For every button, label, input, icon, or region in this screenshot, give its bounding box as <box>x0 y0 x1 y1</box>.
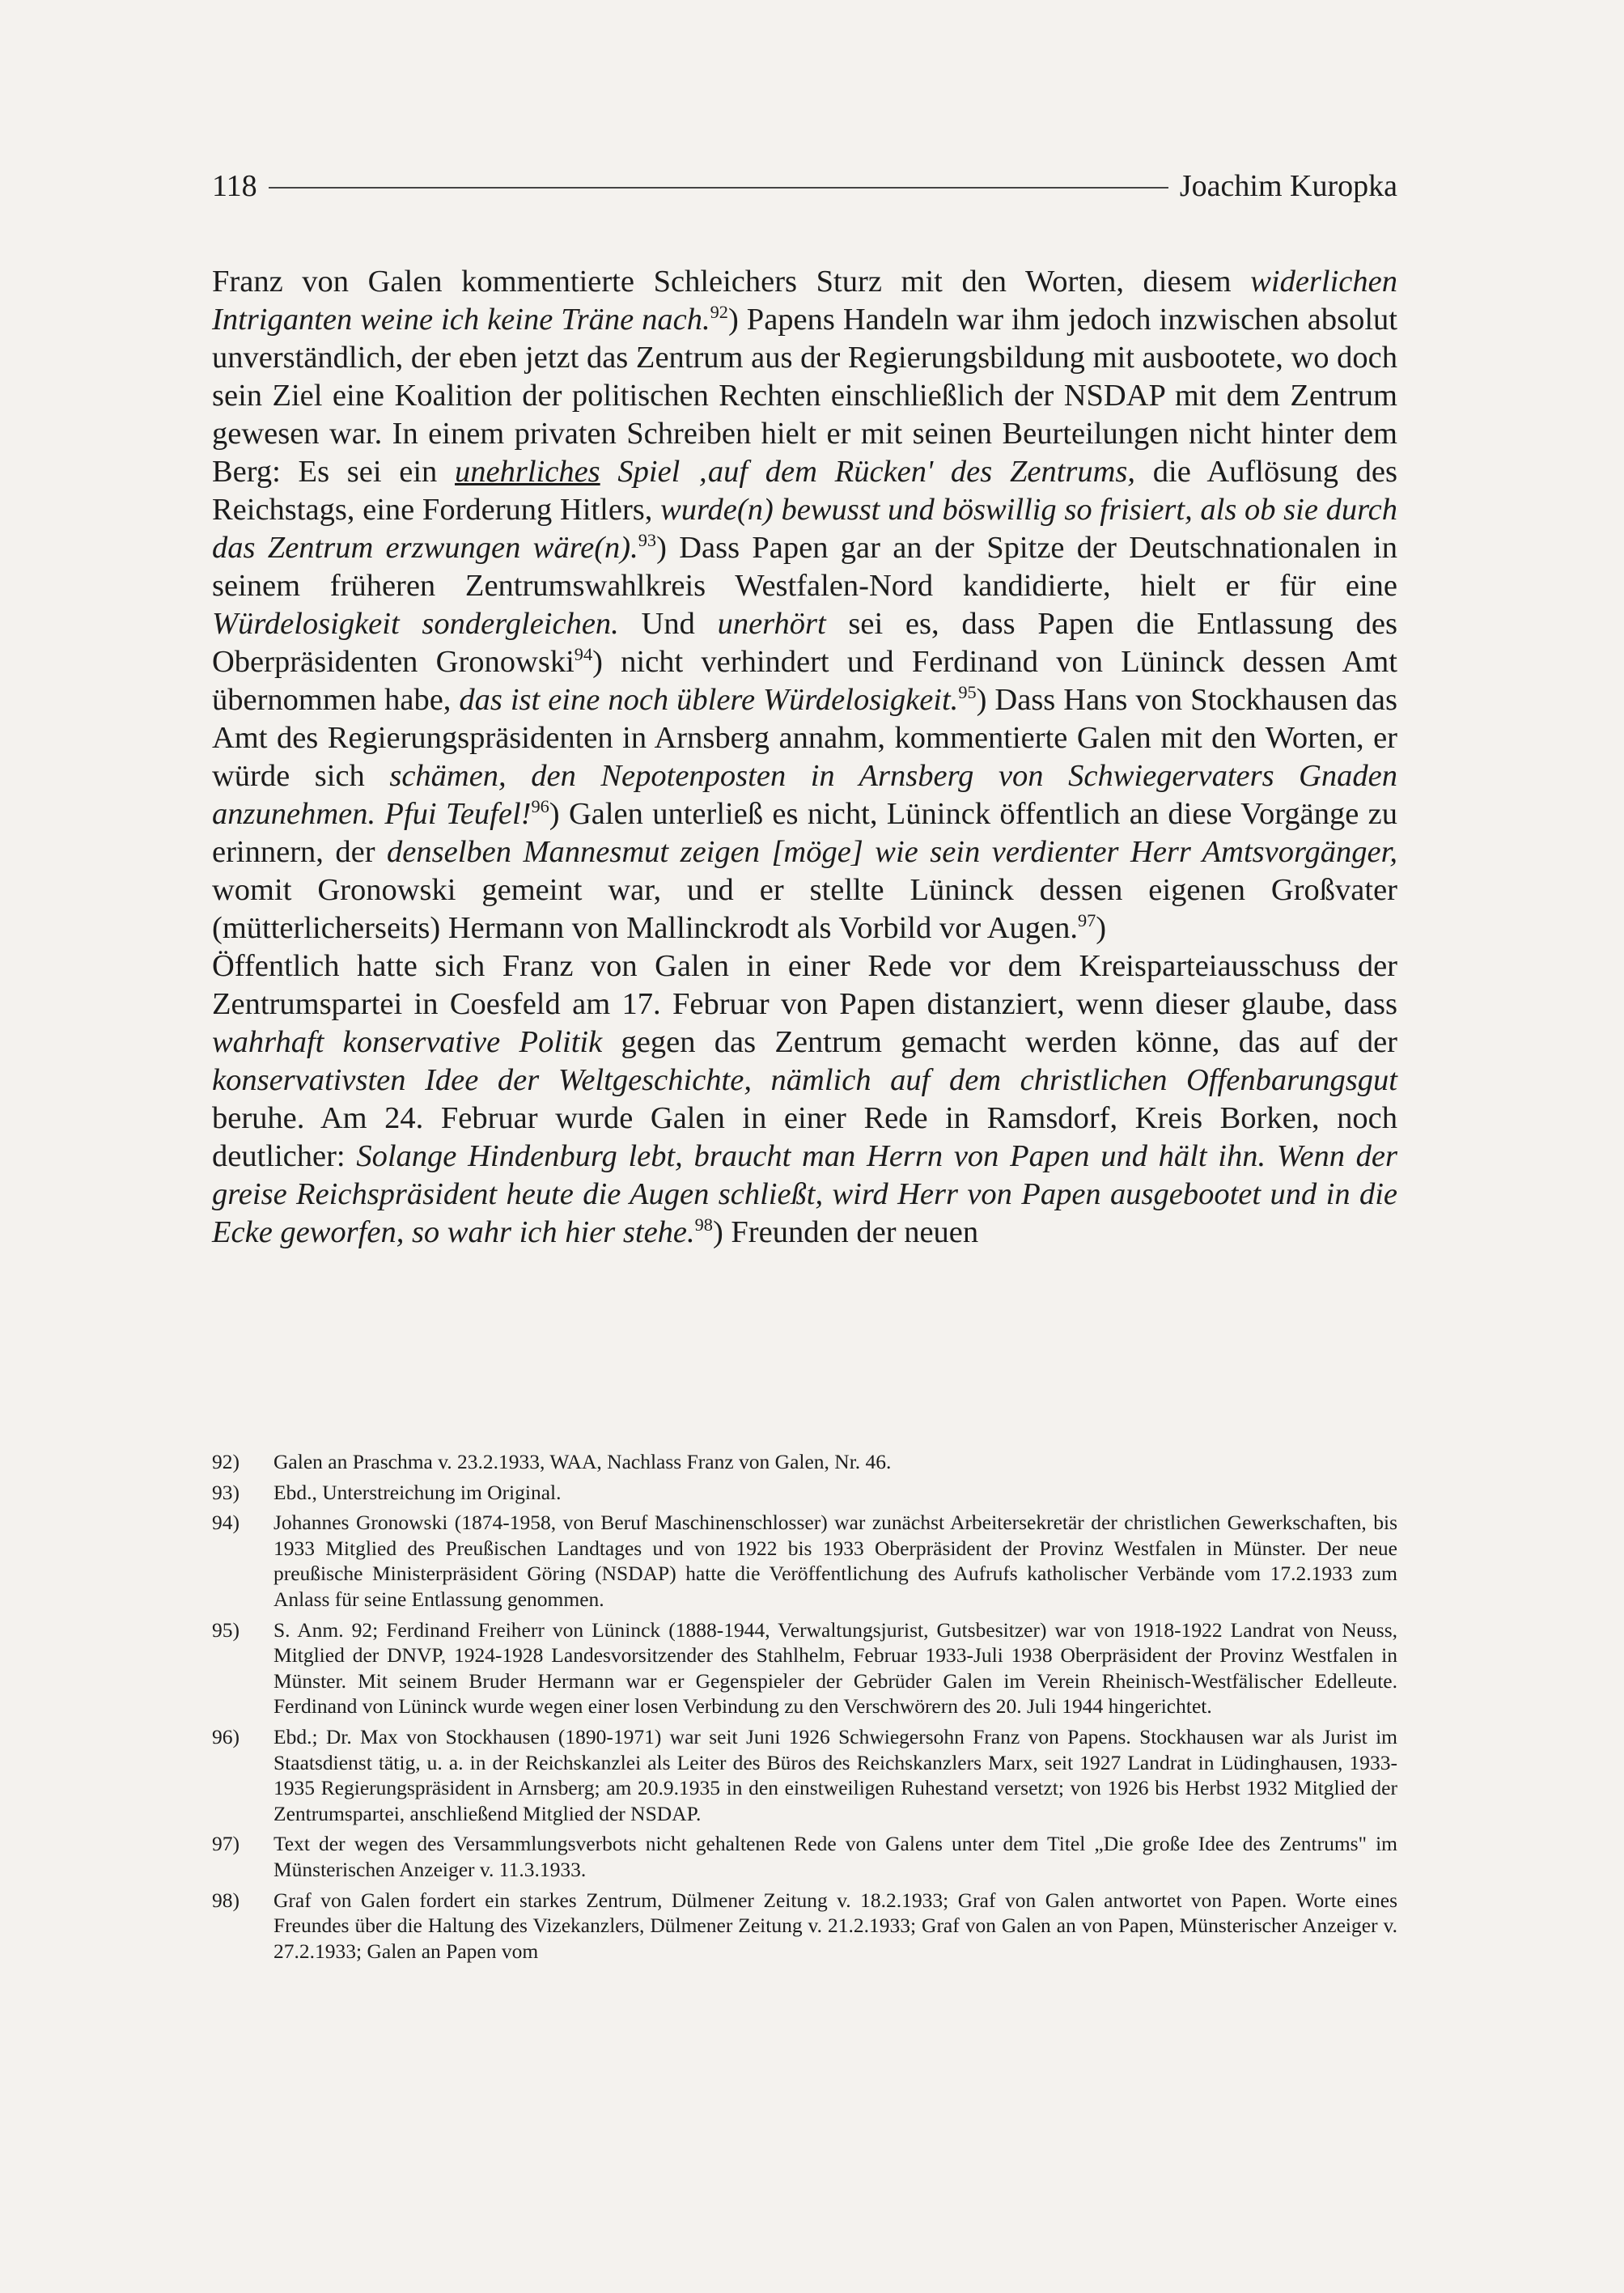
italic-quote: unehrliches <box>455 455 600 489</box>
footnote-text: Ebd.; Dr. Max von Stockhausen (1890-1971) war seit Juni 1926 Schwiegersohn Franz von Papens. Stockhausen war als Jurist im Staatsdienst tätig, u. a. in der Reichskanzlei als Leiter des Büros des Reichskanzlers Marx, seit 1927 Landrat in Lüdinghausen, 1933-1935 Regierungspräsident in Arnsberg; am 20.9.1935 in den einstweiligen Ruhestand versetzt; von 1926 bis Herbst 1932 Mitglied der Zentrumspartei, anschließend Mitglied der NSDAP. <box>273 1724 1397 1825</box>
footnote-text: S. Anm. 92; Ferdinand Freiherr von Lüninck (1888-1944, Verwaltungsjurist, Gutsbesitzer) war von 1918-1922 Landrat von Neuss, Mitglied der DNVP, 1924-1928 Landesvorsitzender des Stahlhelm, Februar 1933-Juli 1938 Oberpräsident der Provinz Westfalen in Münster. Mit seinem Bruder Hermann war er Gegenspieler der Gebrüder Galen im Verein Rheinisch-Westfälischer Edelleute. Ferdinand von Lüninck wurde wegen einer losen Verbindung zu den Verschwörern des 20. Juli 1944 hingerichtet. <box>273 1617 1397 1719</box>
italic-quote: wahrhaft konservative Politik <box>212 1025 603 1059</box>
italic-quote: wurde(n) bewusst und böswillig so frisiert, als ob sie durch das Zentrum erzwungen wäre(n). <box>212 493 1398 565</box>
text-run: beruhe. Am 24. Februar wurde Galen in einer Rede in Ramsdorf, Kreis Borken, noch deutlicher: <box>212 1101 1397 1173</box>
footnote-text: Ebd., Unterstreichung im Original. <box>273 1480 562 1504</box>
footnote-ref: 98 <box>694 1214 713 1236</box>
italic-quote: konservativsten Idee der Weltgeschichte, nämlich auf dem christlichen Offenbarungsgut <box>212 1063 1397 1097</box>
footnote-number: 95) <box>212 1617 240 1642</box>
text-run: sei es, dass Papen die Entlassung des Oberpräsidenten Gronowski <box>212 607 1397 679</box>
header-rule <box>269 187 1168 189</box>
text-run: ) Freunden der neuen <box>712 1215 979 1249</box>
text-run: Öffentlich hatte sich Franz von Galen in einer Rede vor dem Kreisparteiausschuss der Zentrumspartei in Coesfeld am 17. Februar von Papen distanziert, wenn dieser glaube, dass <box>212 949 1397 1021</box>
footnote-ref: 95 <box>958 682 977 703</box>
footnote-number: 93) <box>212 1480 240 1504</box>
text-run: ) <box>1096 911 1107 945</box>
text-run: die Auflösung des Reichstags, eine Forderung Hitlers, <box>212 455 1397 527</box>
footnote-number: 97) <box>212 1832 240 1856</box>
italic-quote: schämen, den Nepotenposten in Arnsberg von Schwiegervaters Gnaden anzunehmen. Pfui Teufel! <box>212 759 1398 831</box>
footnote <box>212 1449 1397 1475</box>
footnote-ref: 97 <box>1077 910 1096 931</box>
footnote <box>212 1724 1397 1826</box>
running-header <box>212 162 1397 210</box>
text-run: ) nicht verhindert und Ferdinand von Lüninck dessen Amt übernommen habe, <box>212 645 1397 717</box>
text-run: Franz von Galen kommentierte Schleichers Sturz mit den Worten, diesem <box>212 265 1251 299</box>
italic-quote: Würdelosigkeit sondergleichen. <box>212 607 619 641</box>
footnote <box>212 1480 1397 1506</box>
footnote-ref: 96 <box>531 796 549 817</box>
footnote <box>212 1510 1397 1612</box>
italic-quote: Solange Hindenburg lebt, braucht man Herrn von Papen und hält ihn. Wenn der greise Reichspräsident heute die Augen schließt, wird Herr von Papen ausgebootet und in die Ecke geworfen, so wahr ich hier stehe. <box>212 1139 1397 1249</box>
running-head-author: Joachim Kuropka <box>1179 169 1397 203</box>
footnote-text: Galen an Praschma v. 23.2.1933, WAA, Nachlass Franz von Galen, Nr. 46. <box>273 1450 892 1473</box>
text-run: ) Papens Handeln war ihm jedoch inzwischen absolut unverständlich, der eben jetzt das Zentrum aus der Regierungsbildung mit ausbootete, wo doch sein Ziel eine Koalition der politischen Rechten einschließlich der NSDAP mit dem Zentrum gewesen war. In einem privaten Schreiben hielt er mit seinen Beurteilungen nicht hinter dem Berg: Es sei ein <box>212 303 1397 489</box>
italic-quote: denselben Mannesmut zeigen [möge] wie sein verdienter Herr Amtsvorgänger, <box>387 835 1397 869</box>
footnote-text: Graf von Galen fordert ein starkes Zentrum, Dülmener Zeitung v. 18.2.1933; Graf von Galen antwortet von Papen. Worte eines Freundes über die Haltung des Vizekanzlers, Dülmener Zeitung v. 21.2.1933; Graf von Galen an von Papen, Münsterischer Anzeiger v. 27.2.1933; Galen an Papen vom <box>273 1888 1397 1963</box>
footnote-text: Text der wegen des Versammlungsverbots nicht gehaltenen Rede von Galens unter dem Titel „Die große Idee des Zentrums" im Münsterischen Anzeiger v. 11.3.1933. <box>273 1832 1397 1881</box>
text-run: ) Dass Papen gar an der Spitze der Deutschnationalen in seinem früheren Zentrumswahlkreis Westfalen-Nord kandidierte, hielt er für eine <box>212 531 1398 603</box>
footnote-text: Johannes Gronowski (1874-1958, von Beruf Maschinenschlosser) war zunächst Arbeitersekretär der christlichen Gewerkschaften, bis 1933 Mitglied des Preußischen Landtages und von 1922 bis 1933 Oberpräsident der Provinz Westfalen in Münster. Der neue preußische Ministerpräsident Göring (NSDAP) hatte die Veröffentlichung des Aufrufs katholischer Verbände vom 17.2.1933 zum Anlass für seine Entlassung genommen. <box>273 1511 1397 1611</box>
body-paragraph <box>212 947 1397 1252</box>
footnote-number: 96) <box>212 1724 240 1748</box>
italic-quote: widerlichen Intriganten weine ich keine Träne nach. <box>212 265 1397 337</box>
footnote <box>212 1617 1397 1719</box>
footnote <box>212 1831 1397 1882</box>
italic-quote: Spiel ‚auf dem Rücken' des Zentrums, <box>617 455 1136 489</box>
body-paragraph <box>212 263 1397 947</box>
text-run <box>600 455 618 489</box>
main-text <box>212 263 1397 1252</box>
text-run: ) Dass Hans von Stockhausen das Amt des Regierungspräsidenten in Arnsberg annahm, kommentierte Galen mit den Worten, er würde sich <box>212 683 1397 793</box>
footnote-number: 98) <box>212 1888 240 1912</box>
footnote-ref: 92 <box>710 302 728 323</box>
footnote-number: 92) <box>212 1450 240 1473</box>
footnotes <box>212 1449 1397 1969</box>
footnote <box>212 1888 1397 1965</box>
footnote-ref: 94 <box>574 644 593 665</box>
page-number: 118 <box>212 169 257 203</box>
italic-quote: unerhört <box>717 607 826 641</box>
text-run: ) Galen unterließ es nicht, Lüninck öffentlich an diese Vorgänge zu erinnern, der <box>212 797 1398 869</box>
italic-quote: das ist eine noch üblere Würdelosigkeit. <box>459 683 959 717</box>
text-run: womit Gronowski gemeint war, und er stellte Lüninck dessen eigenen Großvater (mütterlicherseits) Hermann von Mallinckrodt als Vorbild vor Augen. <box>212 873 1397 945</box>
text-run: Und <box>618 607 718 641</box>
footnote-number: 94) <box>212 1511 240 1535</box>
text-run: gegen das Zentrum gemacht werden könne, das auf der <box>602 1025 1397 1059</box>
footnote-ref: 93 <box>638 530 657 551</box>
